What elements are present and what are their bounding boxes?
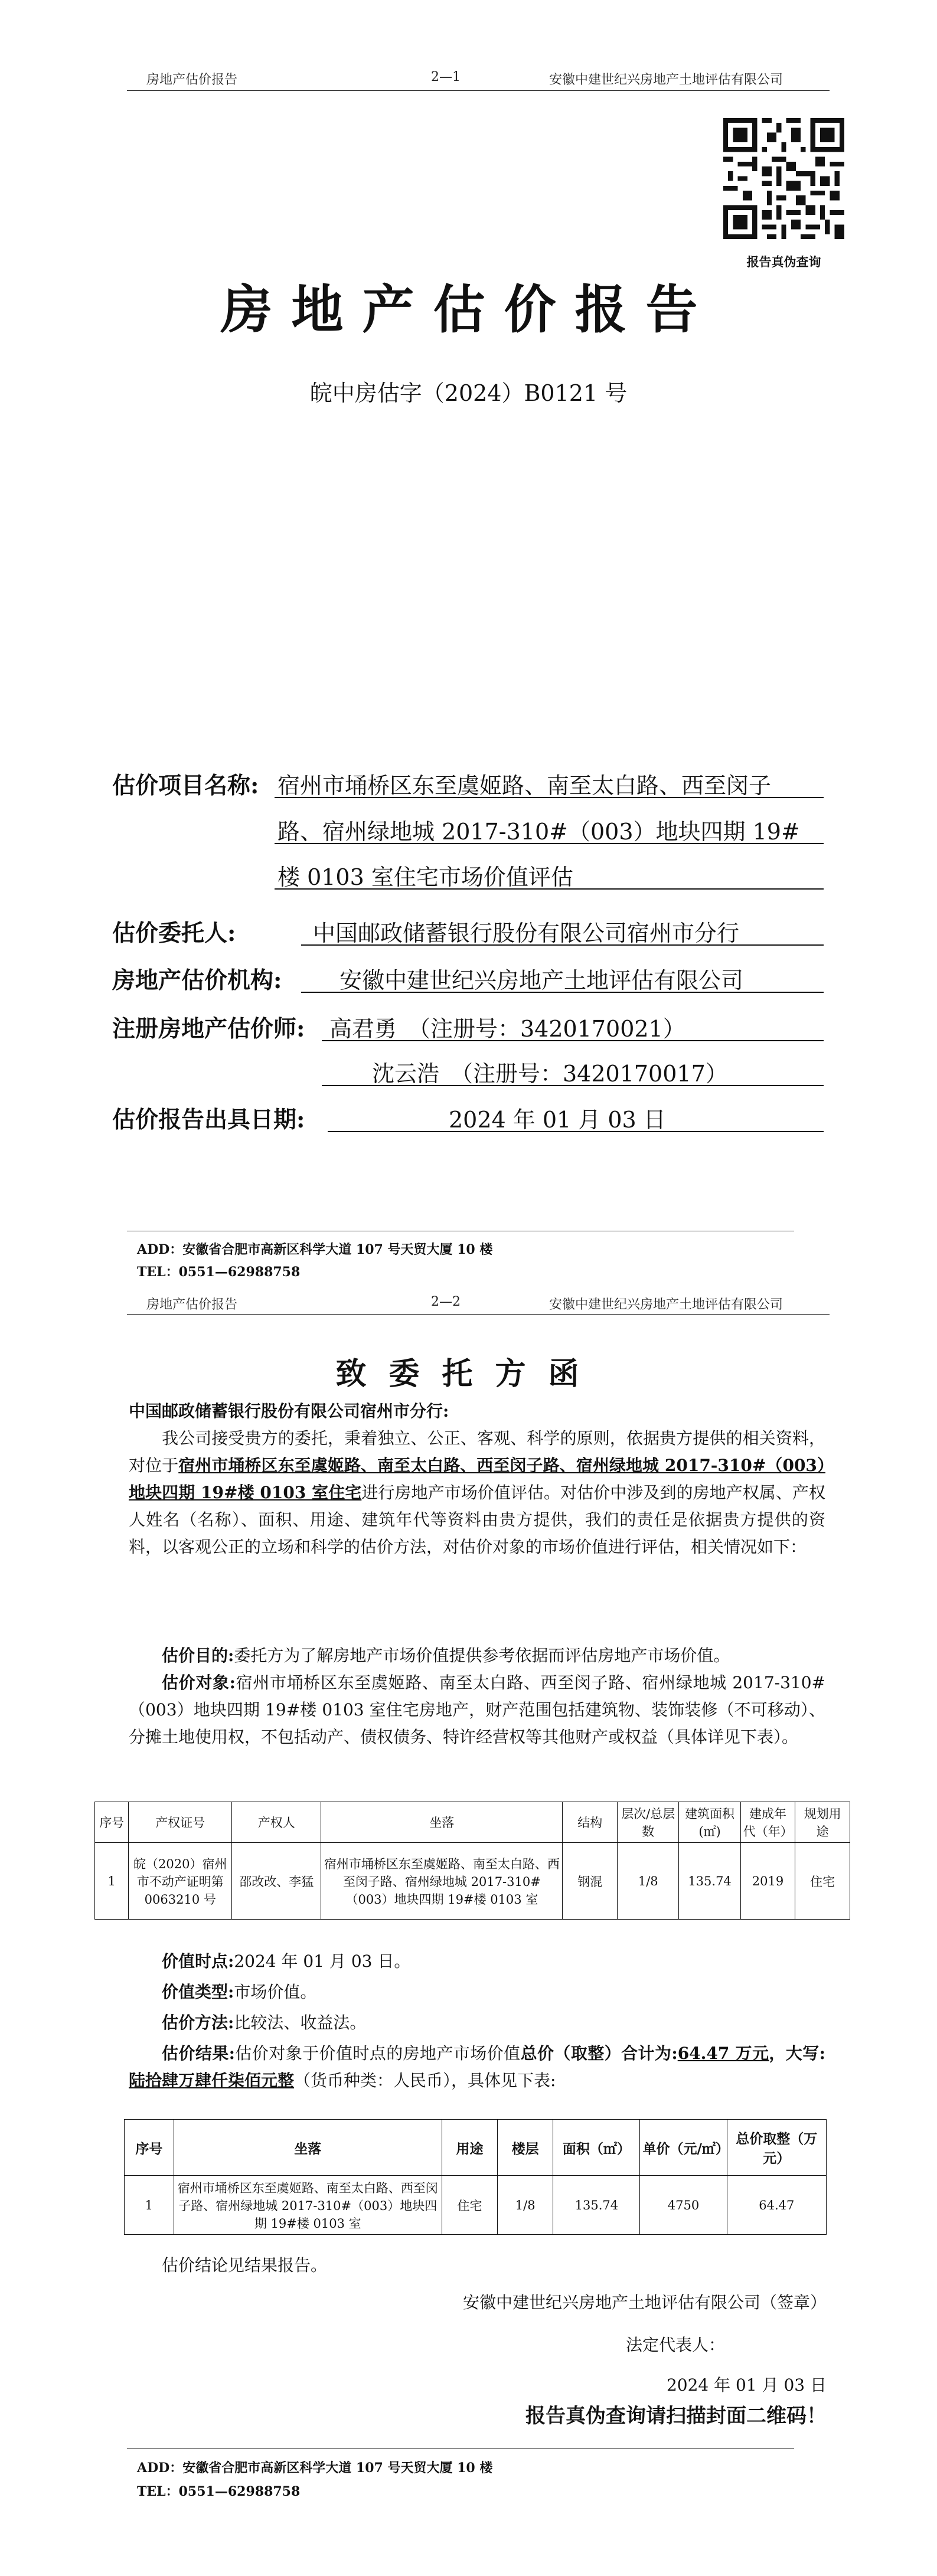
page2-footer-phone: TEL：0551—62988758 <box>137 2484 301 2499</box>
table-cell: 64.47 <box>727 2176 826 2235</box>
result-label: 估价结果: <box>162 2044 236 2063</box>
table-cell: 1/8 <box>498 2176 553 2235</box>
page1-footer-address: ADD：安徽省合肥市高新区科学大道 107 号天贸大厦 10 楼 <box>137 1242 493 1257</box>
letter-date: 2024 年 01 月 03 日 <box>666 2375 827 2395</box>
letter-intro-paragraph <box>129 1425 825 1561</box>
value-time-line <box>129 1948 825 1975</box>
table-header-cell: 规划用途 <box>795 1802 850 1843</box>
intro-text-c: 进行房地产市场价值评估。对估价中涉及到的房地产权属、产权人姓名（名称）、面积、用途、建筑年代等资料由贵方提供，我们的责任是依据贵方提供的资料，以客观公正的立场和科学的估价方法，对估价对象的市场价值进行评估，相关情况如下： <box>129 1483 825 1557</box>
underline <box>275 843 824 844</box>
table-header-cell: 坐落 <box>321 1802 563 1843</box>
underline <box>301 944 824 946</box>
table-cell: 1 <box>95 1843 129 1920</box>
table-cell: 宿州市埇桥区东至虞姬路、南至太白路、西至闵子路、宿州绿地城 2017-310#（003）地块四期 19#楼 0103 室 <box>174 2176 442 2235</box>
result-table <box>124 2119 827 2235</box>
purpose-text: 委托方为了解房地产市场价值提供参考依据而评估房地产市场价值。 <box>234 1646 730 1665</box>
table-cell: 2019 <box>740 1843 795 1920</box>
underline <box>328 1131 824 1132</box>
table-header-cell: 序号 <box>125 2120 174 2176</box>
underline <box>322 1040 824 1041</box>
value-type-text: 市场价值。 <box>234 1982 317 2002</box>
table-cell: 钢混 <box>563 1843 618 1920</box>
table-header-cell: 面积（㎡） <box>553 2120 640 2176</box>
underline <box>275 888 824 890</box>
page2-footer-address: ADD：安徽省合肥市高新区科学大道 107 号天贸大厦 10 楼 <box>137 2460 493 2476</box>
underline <box>275 797 824 798</box>
table-cell: 皖（2020）宿州市不动产证明第 0063210 号 <box>129 1843 232 1920</box>
object-text: 宿州市埇桥区东至虞姬路、南至太白路、西至闵子路、宿州绿地城 2017-310#（003）地块四期 19#楼 0103 室住宅房地产，财产范围包括建筑物、装饰装修（不可移动）、分摊土地使用权，不包括动产、债权债务、特许经营权等其他财产或权益（具体详见下表）。 <box>129 1673 825 1747</box>
value-type-label: 价值类型: <box>162 1982 234 2002</box>
intro-text-a: 我公司接受贵方的委托，秉着独立、公正、客观、科学的原则，依据贵方提供的相关资料，对位于 <box>129 1428 825 1475</box>
org-label: 房地产估价机构: <box>112 967 282 994</box>
page2-footer-rule <box>127 2448 794 2449</box>
table-header-cell: 层次/总层数 <box>618 1802 679 1843</box>
table-header-row <box>95 1802 850 1843</box>
table-row <box>125 2176 827 2235</box>
table-header-cell: 建筑面积(㎡) <box>679 1802 740 1843</box>
table-cell: 1 <box>125 2176 174 2235</box>
table-header-cell: 产权人 <box>232 1802 321 1843</box>
method-text: 比较法、收益法。 <box>234 2013 367 2032</box>
project-name-label: 估价项目名称: <box>112 772 259 799</box>
table-header-cell: 序号 <box>95 1802 129 1843</box>
table-header-cell: 单价（元/㎡） <box>640 2120 727 2176</box>
appraiser-label: 注册房地产估价师: <box>112 1015 305 1042</box>
table-header-cell: 建成年代（年） <box>740 1802 795 1843</box>
underline <box>322 1085 824 1086</box>
value-time-text: 2024 年 01 月 03 日。 <box>234 1951 411 1971</box>
page1-header-left: 房地产估价报告 <box>146 73 238 87</box>
object-label: 估价对象: <box>162 1673 236 1692</box>
table-header-cell: 结构 <box>563 1802 618 1843</box>
page2-header-rule <box>127 1314 830 1315</box>
table-header-row <box>125 2120 827 2176</box>
table-cell: 住宅 <box>795 1843 850 1920</box>
table-row <box>95 1843 850 1920</box>
result-text-d: ，大写: <box>769 2044 825 2063</box>
table-header-cell: 用途 <box>442 2120 497 2176</box>
conclusion-text: 估价结论见结果报告。 <box>162 2255 328 2275</box>
qr-caption: 报告真伪查询 <box>746 254 821 269</box>
table-header-cell: 坐落 <box>174 2120 442 2176</box>
intro-property-address: 宿州市埇桥区东至虞姬路、南至太白路、西至闵子路、宿州绿地城 2017-310#（003）地块四期 19#楼 0103 室住宅 <box>129 1456 825 1502</box>
page1-title: 房地产估价报告 <box>220 279 717 340</box>
appraiser-1: 高君勇 （注册号：3420170021） <box>329 1016 685 1042</box>
legal-representative: 法定代表人： <box>626 2335 726 2355</box>
table-header-cell: 楼层 <box>498 2120 553 2176</box>
page1-header-right: 安徽中建世纪兴房地产土地评估有限公司 <box>549 73 783 87</box>
org-value: 安徽中建世纪兴房地产土地评估有限公司 <box>339 967 744 993</box>
table-cell: 1/8 <box>618 1843 679 1920</box>
page2-header-right: 安徽中建世纪兴房地产土地评估有限公司 <box>549 1297 783 1312</box>
page1-footer-phone: TEL：0551—62988758 <box>137 1264 301 1280</box>
appraiser-2: 沈云浩 （注册号：3420170017） <box>372 1061 728 1087</box>
purpose-paragraph <box>129 1642 825 1669</box>
report-date-label: 估价报告出具日期: <box>112 1106 305 1133</box>
project-name-line1: 宿州市埇桥区东至虞姬路、南至太白路、西至闵子 <box>277 773 772 799</box>
purpose-label: 估价目的: <box>162 1646 234 1665</box>
result-text-a: 估价对象于价值时点的房地产市场价值 <box>235 2044 521 2063</box>
result-text-b: 总价（取整）合计为: <box>520 2044 678 2063</box>
letter-title: 致委托方函 <box>335 1356 602 1392</box>
object-paragraph <box>129 1669 825 1751</box>
letter-salutation: 中国邮政储蓄银行股份有限公司宿州市分行: <box>129 1401 449 1421</box>
client-label: 估价委托人: <box>112 920 236 947</box>
result-paragraph <box>129 2040 825 2094</box>
project-name-line2: 路、宿州绿地城 2017-310#（003）地块四期 19# <box>277 819 800 845</box>
table-cell: 宿州市埇桥区东至虞姬路、南至太白路、西至闵子路、宿州绿地城 2017-310#（003）地块四期 19#楼 0103 室 <box>321 1843 563 1920</box>
company-signature: 安徽中建世纪兴房地产土地评估有限公司（签章） <box>462 2293 827 2312</box>
method-label: 估价方法: <box>162 2013 234 2032</box>
table-cell: 住宅 <box>442 2176 497 2235</box>
page2-header-left: 房地产估价报告 <box>146 1297 238 1312</box>
client-value: 中国邮政储蓄银行股份有限公司宿州市分行 <box>313 920 740 946</box>
table-header-cell: 总价取整（万元） <box>727 2120 826 2176</box>
value-type-line <box>129 1979 825 2006</box>
table-header-cell: 产权证号 <box>129 1802 232 1843</box>
report-number: 皖中房估字（2024）B0121 号 <box>309 380 628 406</box>
method-line <box>129 2009 825 2036</box>
page2-header-page: 2—2 <box>431 1294 461 1309</box>
property-table <box>94 1802 850 1920</box>
result-text-f: （货币种类：人民币），具体见下表: <box>294 2071 556 2090</box>
value-time-label: 价值时点: <box>162 1951 234 1971</box>
page1-header-page: 2—1 <box>431 70 461 84</box>
result-total-chinese: 陆拾肆万肆仟柒佰元整 <box>129 2071 295 2090</box>
table-cell: 邵改改、李猛 <box>232 1843 321 1920</box>
page1-header-rule <box>127 90 830 91</box>
result-total-value: 64.47 万元 <box>677 2044 769 2063</box>
verification-note: 报告真伪查询请扫描封面二维码！ <box>525 2404 827 2428</box>
project-name-line3: 楼 0103 室住宅市场价值评估 <box>277 864 573 890</box>
report-date-value: 2024 年 01 月 03 日 <box>449 1107 666 1133</box>
table-cell: 4750 <box>640 2176 727 2235</box>
table-cell: 135.74 <box>553 2176 640 2235</box>
underline <box>301 992 824 993</box>
table-cell: 135.74 <box>679 1843 740 1920</box>
qr-code-icon[interactable] <box>723 118 844 239</box>
